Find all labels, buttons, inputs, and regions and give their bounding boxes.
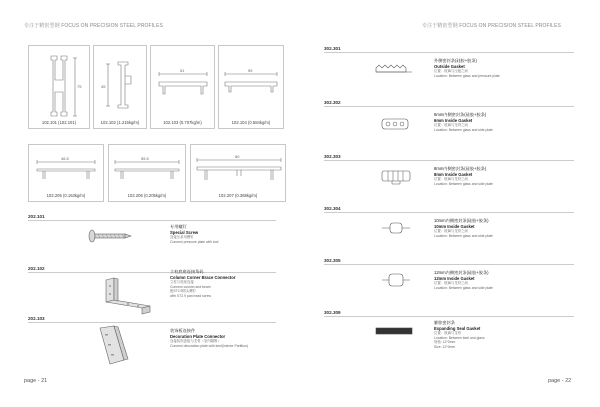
item-line: Location: Between glass and side plate <box>434 233 493 238</box>
item-text <box>170 224 218 244</box>
item-code: 202.101 <box>28 214 45 219</box>
item-name-en: 8mm Inside Gasket <box>434 171 473 177</box>
profile-card <box>28 144 104 202</box>
expanding-seal-gasket-image <box>374 324 414 343</box>
item-name-en: Special Screw <box>170 229 199 235</box>
item-line: Connect column and beam <box>170 284 211 289</box>
item-line: 配ST2.9圆头螺钉 <box>170 289 196 294</box>
profile-card <box>190 144 286 202</box>
profile-102-102-drawing <box>94 46 148 130</box>
column-corner-brace-image <box>98 276 158 321</box>
item-line: Connect decoration plate with keel(Interior Partition) <box>170 343 249 348</box>
item-name-cn: 8mm内侧密封条(硅胶+胶条) <box>434 166 487 171</box>
item-name-cn: 膨胀密封条 <box>434 320 455 325</box>
item-line: 位置：玻璃与龙骨之间 <box>434 123 468 128</box>
item-text <box>434 58 500 78</box>
section-divider <box>324 106 574 107</box>
dimension-label: 80 <box>235 154 240 159</box>
profile-card <box>93 45 147 129</box>
gasket-section <box>324 206 574 254</box>
item-line: 立柱与底座连接 <box>170 280 194 285</box>
decoration-plate-connector-image <box>94 324 134 373</box>
accessory-section <box>28 266 276 316</box>
item-name-cn: 外侧密封条(硅胶+胶条) <box>434 58 477 63</box>
item-code: 302.302 <box>324 100 341 105</box>
dimension-label: 55.5 <box>141 156 149 161</box>
item-name-cn: 专用螺钉 <box>170 224 187 229</box>
12mm-inside-gasket-image <box>380 272 412 293</box>
item-text <box>434 112 493 132</box>
item-line: Location: Between keel and glass <box>434 335 485 340</box>
item-line: 位置：玻璃与压板之间 <box>434 69 468 74</box>
gasket-section <box>324 46 574 94</box>
dimension-label: 51 <box>180 68 185 73</box>
page-header-left: 专注于精密型钢 FOCUS ON PRECISION STEEL PROFILES <box>24 23 163 29</box>
section-divider <box>324 316 574 317</box>
gasket-section <box>324 154 574 202</box>
item-line: 位置：玻璃与龙骨之间 <box>434 177 468 182</box>
accessory-section <box>28 214 276 264</box>
profile-caption: 102.207 (0.368kg/m) <box>218 193 258 198</box>
profile-102-101-drawing <box>29 46 91 130</box>
profile-caption: 102.103 (0.707kg/m) <box>163 120 202 125</box>
section-divider <box>324 52 574 53</box>
dimension-label: 45 <box>101 84 106 89</box>
item-name-en: Decoration Plate Connector <box>170 333 226 339</box>
item-name-en: Expanding Seal Gasket <box>434 325 481 331</box>
item-text <box>434 218 493 238</box>
item-name-en: Outside Gasket <box>434 63 465 69</box>
item-code: 302.305 <box>324 258 341 263</box>
item-name-cn: 6mm内侧密封条(硅胶+胶条) <box>434 112 487 117</box>
profile-caption: 102.104 (0.584kg/m) <box>231 120 271 125</box>
profile-caption: 102.101 (102.101) <box>41 120 77 125</box>
profile-card <box>28 45 90 129</box>
6mm-inside-gasket-image <box>380 116 410 137</box>
gasket-section <box>324 310 574 366</box>
item-name-en: Column Corner Brace Connector <box>170 274 236 280</box>
profile-row-1 <box>28 45 284 129</box>
section-divider <box>28 272 276 273</box>
8mm-inside-gasket-image <box>380 168 412 191</box>
profile-caption: 102.102 (1.215kg/m) <box>100 120 140 125</box>
section-divider <box>28 322 276 323</box>
item-code: 202.102 <box>28 266 45 271</box>
item-line: Location: Between glass and side plate <box>434 181 493 186</box>
item-line: 连接装饰盖板与龙骨（室内隔断） <box>170 339 221 344</box>
page-header-right: 专注于精密型钢 FOCUS ON PRECISION STEEL PROFILES <box>422 23 561 29</box>
item-text <box>170 269 235 299</box>
profile-102-103-drawing <box>151 46 216 130</box>
item-name-cn: 立柱底座连接角码 <box>170 269 204 274</box>
gasket-section <box>324 100 574 148</box>
item-code: 302.301 <box>324 46 341 51</box>
item-line: 位置：玻璃与龙骨之间 <box>434 281 468 286</box>
dimension-label: 46.5 <box>61 156 69 161</box>
item-line: Location: Between glass and side plate <box>434 127 493 132</box>
accessory-section <box>28 316 276 366</box>
page-number-left: page - 21 <box>24 378 48 384</box>
outside-gasket-image <box>374 62 414 81</box>
profile-card <box>150 45 215 129</box>
item-line: 位置：玻璃与龙骨之间 <box>434 229 468 234</box>
section-divider <box>324 160 574 161</box>
item-line: Size: 12*2mm <box>434 344 456 349</box>
profile-caption: 102.205 (0.163kg/m) <box>46 193 86 198</box>
item-line: 连接压条用螺钉 <box>170 235 194 240</box>
item-line: Location: Between glass and pressure plate <box>434 73 500 78</box>
item-code: 202.103 <box>28 316 45 321</box>
item-name-en: 6mm Inside Gasket <box>434 117 473 123</box>
profile-row-2 <box>28 144 286 202</box>
section-divider <box>28 220 276 221</box>
item-name-cn: 12mm内侧密封条(硅胶+胶条) <box>434 270 489 275</box>
item-code: 302.304 <box>324 206 341 211</box>
dimension-label: 59 <box>248 68 253 73</box>
item-line: 规格: 12*2mm <box>434 340 456 345</box>
dimension-label: 75 <box>77 84 82 89</box>
item-name-cn: 10mm内侧密封条(硅胶+胶条) <box>434 218 489 223</box>
item-line: Connect pressure plate with tool <box>170 239 219 244</box>
item-name-cn: 装饰板连接件 <box>170 328 196 333</box>
10mm-inside-gasket-image <box>380 220 412 241</box>
special-screw-image <box>88 228 134 249</box>
item-line: Location: Between glass and side plate <box>434 285 493 290</box>
gasket-section <box>324 258 574 306</box>
section-divider <box>324 212 574 213</box>
item-text <box>434 270 493 290</box>
item-text <box>434 320 485 350</box>
item-name-en: 12mm Inside Gasket <box>434 275 475 281</box>
section-divider <box>324 264 574 265</box>
item-code: 302.303 <box>324 154 341 159</box>
page-number-right: page - 22 <box>548 378 572 384</box>
profile-102-104-drawing <box>219 46 285 130</box>
item-code: 302.309 <box>324 310 341 315</box>
item-line: 位置：玻璃与龙骨 <box>434 331 462 336</box>
item-name-en: 10mm Inside Gasket <box>434 223 475 229</box>
item-text <box>434 166 493 186</box>
profile-card <box>218 45 284 129</box>
profile-caption: 102.206 (0.205kg/m) <box>127 193 167 198</box>
item-text <box>170 328 248 348</box>
profile-card <box>108 144 186 202</box>
item-line: with ST2.9 pan head screw <box>170 293 211 298</box>
